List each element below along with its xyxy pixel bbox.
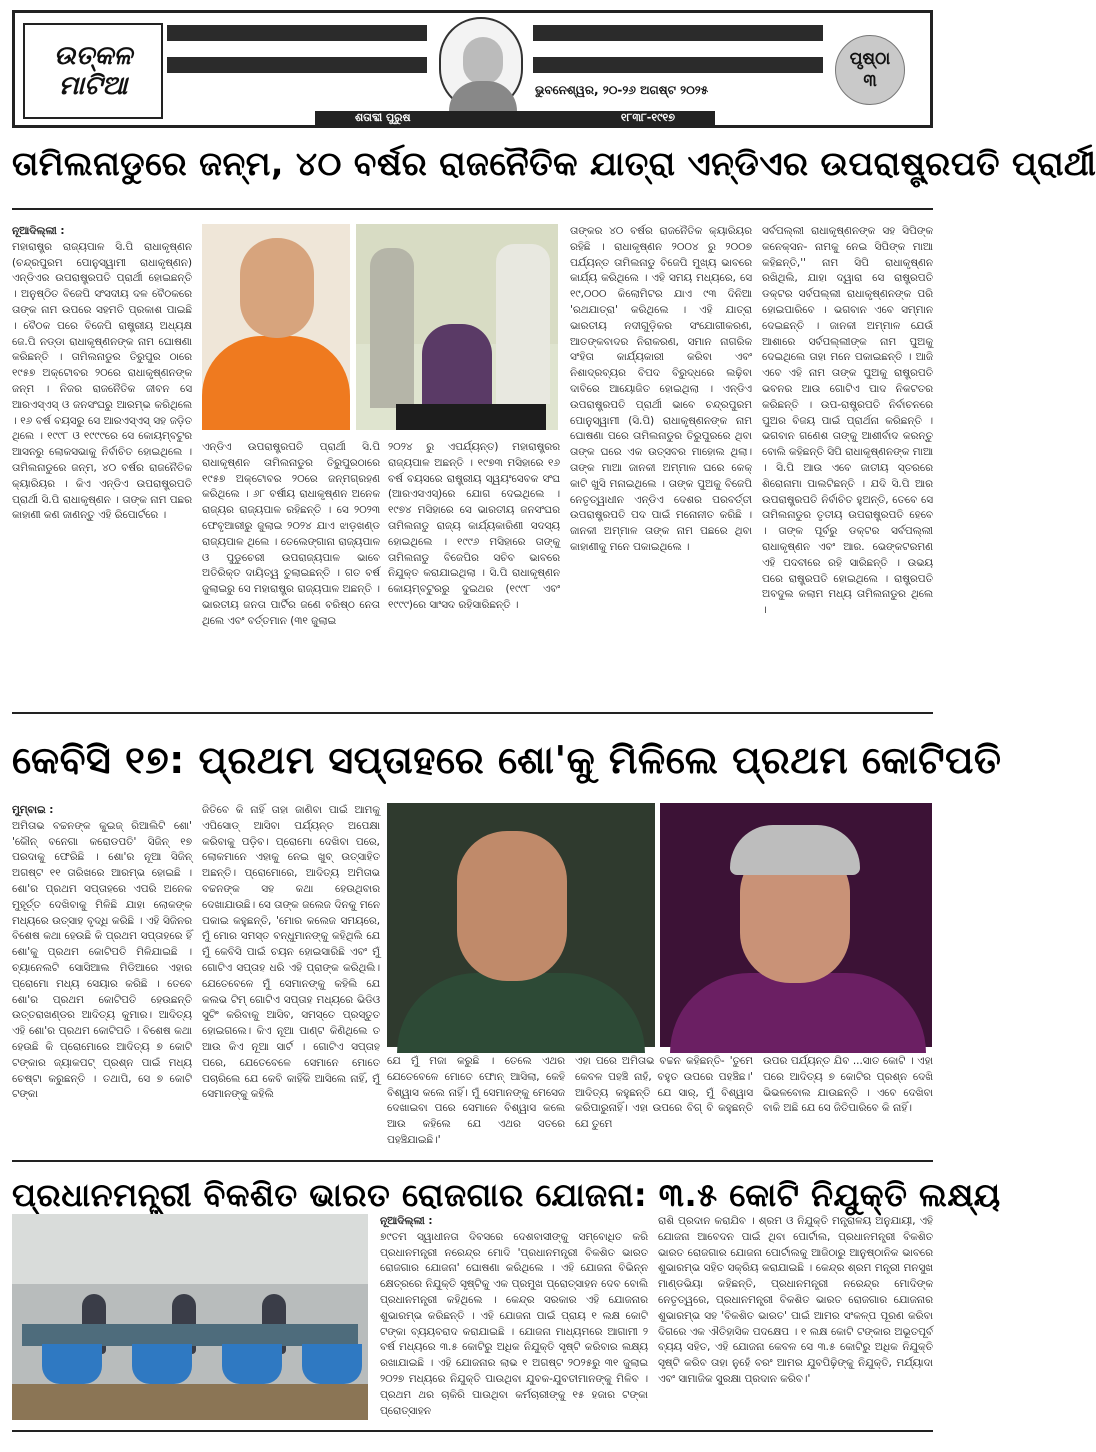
article-column: [658, 1214, 933, 1424]
masthead-band: [533, 25, 823, 41]
article-column: [575, 1054, 753, 1151]
tagline-right: ୧୮୩୮-୧୯୧୭: [620, 111, 675, 124]
article-text: ରାଶି ପ୍ରଦାନ କରାଯିବ । ଶ୍ରମ ଓ ନିଯୁକ୍ତି ମନ୍ତ୍ରାଳୟ ଅନୁଯାୟୀ, ଏହି ଯୋଜନା ଆବେଦନ ପାଇଁ ଥିବା ପୋର୍ଟାଲ, ପ୍ରଧାନମନ୍ତ୍ରୀ ବିକଶିତ ଭାରତ ରୋଜଗାର ଯୋଜନା ପୋର୍ଟାଲକୁ ଆଜିଠାରୁ ଆନୁଷ୍ଠାନିକ ଭାବରେ ଶୁଭାରମ୍ଭ ସହିତ ସକ୍ରିୟ କରାଯାଇଛି । କେନ୍ଦ୍ର ଶ୍ରମ ମନ୍ତ୍ରୀ ମନସୁଖ ମାଣ୍ଡଭିୟା କହିଛନ୍ତି, ପ୍ରଧାନମନ୍ତ୍ରୀ ନରେନ୍ଦ୍ର ମୋଦିଙ୍କ ନେତୃତ୍ୱରେ, ପ୍ରଧାନମନ୍ତ୍ରୀ ବିକଶିତ ଭାରତ ରୋଜଗାର ଯୋଜନାର ଶୁଭାରମ୍ଭ ସହ 'ବିକଶିତ ଭାରତ' ପାଇଁ ଆମର ସଂକଳ୍ପ ପୂରଣ କରିବା ଦିଗରେ ଏକ ଐତିହାସିକ ପଦକ୍ଷେପ । ୧ ଲକ୍ଷ କୋଟି ଟଙ୍କାର ଅଭୂତପୂର୍ବ ବ୍ୟୟ ସହିତ, ଏହି ଯୋଜନା କେବଳ ସେ ୩.୫ କୋଟିରୁ ଅଧିକ ନିଯୁକ୍ତି ସୃଷ୍ଟି କରିବ ତାହା ନୁହେଁ ବରଂ ଆମର ଯୁବପିଢ଼ିଙ୍କୁ ନିଯୁକ୍ତି, ମର୍ଯ୍ୟାଦା ଏବଂ ସାମାଜିକ ସୁରକ୍ଷା ପ୍ରଦାନ କରିବ।': [658, 1215, 933, 1385]
article-column: [12, 803, 192, 1151]
masthead: [12, 10, 933, 128]
article-text: ମହାରାଷ୍ଟ୍ର ରାଜ୍ୟପାଳ ସି.ପି ରାଧାକୃଷ୍ଣନ (ଚନ୍ଦ୍ରପୁରମ ପୋନୁସ୍ୱାମୀ ରାଧାକୃଷ୍ଣନ) ଏନ୍‌ଡିଏର ଉପରାଷ୍ଟ୍ରପତି ପ୍ରାର୍ଥୀ ହୋଇଛନ୍ତି । ଅନୁଷ୍ଠିତ ବିଜେପି ସଂସଦୀୟ ଦଳ ବୈଠକରେ ତାଙ୍କ ନାମ ଉପରେ ସହମତି ପ୍ରକାଶ ପାଇଛି । ବୈଠକ ପରେ ବିଜେପି ରାଷ୍ଟ୍ରୀୟ ଅଧ୍ୟକ୍ଷ ଜେ.ପି ନଡ୍ଡା ରାଧାକୃଷ୍ଣନଙ୍କ ନାମ ଘୋଷଣା କରିଛନ୍ତି । ତାମିଲନାଡୁର ତିରୁପୁର ଠାରେ ୧୯୫୭ ଅକ୍ଟୋବର ୨୦ରେ ରାଧାକୃଷ୍ଣନଙ୍କ ଜନ୍ମ । ନିଜର ରାଜନୈତିକ ଜୀବନ ସେ ଆରଏସ୍‌ଏସ୍ ଓ ଜନସଂଘରୁ ଆରମ୍ଭ କରିଥିଲେ । ୧୬ ବର୍ଷ ବୟସରୁ ସେ ଆରଏସ୍‌ଏସ୍ ସହ ଜଡ଼ିତ ଥିଲେ । ୧୯୯୮ ଓ ୧୯୯୯ରେ ସେ କୋୟମ୍ବଟୁର ଆସନରୁ ଲୋକସଭାକୁ ନିର୍ବାଚିତ ହୋଇଥିଲେ । ତାମିଲନାଡୁରେ ଜନ୍ମ, ୪୦ ବର୍ଷର ରାଜନୈତିକ କ୍ୟାରିୟର । କିଏ ଏନ୍‌ଡିଏ ଉପରାଷ୍ଟ୍ରପତି ପ୍ରାର୍ଥୀ ସି.ପି ରାଧାକୃଷ୍ଣନ । ତାଙ୍କ ନାମ ପଛର କାହାଣୀ କଣ ଜାଣନ୍ତୁ ଏହି ରିପୋର୍ଟରେ ।: [12, 240, 192, 522]
headline-vice-president: ତାମିଲନାଡୁରେ ଜନ୍ମ, ୪୦ ବର୍ଷର ରାଜନୈତିକ ଯାତ୍ରା ଏନ୍‌ଡିଏର ଉପରାଷ୍ଟ୍ରପତି ପ୍ରାର୍ଥୀ: [12, 144, 1096, 183]
tagline-left: ଶତାବ୍ଦୀ ପୁରୁଷ: [355, 111, 411, 124]
article-text: ଏହା ପରେ ଅମିତାଭ ବଚ୍ଚନ କହିଛନ୍ତି- 'ତୁମେ କେବଳ ପହଞ୍ଚି ନାହଁ, ବହୁତ ଉପରେ ପହଞ୍ଚିଛ।' ଆଦିତ୍ୟ କହୁଛନ୍ତି ଯେ ସାର୍, ମୁଁ ବିଶ୍ୱାସ କରିପାରୁନାହିଁ। ଏହା ଉପରେ ବିଗ୍ ବି କହୁଛନ୍ତି ଯେ ତୁମେ: [575, 1055, 753, 1131]
article-column: [12, 224, 192, 692]
century-banner: [315, 111, 715, 125]
article-text: ୨୦୨୪ ରୁ ଏପର୍ଯ୍ୟନ୍ତ) ମହାରାଷ୍ଟ୍ରର ରାଜ୍ୟପାଳ ଅଛନ୍ତି । ୧୯୭୩ ମସିହାରେ ୧୬ ବର୍ଷ ବୟସରେ ରାଷ୍ଟ୍ରୀୟ ସ୍ୱୟଂସେବକ ସଂଘ (ଆରଏସଏସ୍)ରେ ଯୋଗ ଦେଇଥିଲେ । ୧୯୭୪ ମସିହାରେ ସେ ଭାରତୀୟ ଜନସଂଘର ତାମିଲନାଡୁ ରାଜ୍ୟ କାର୍ଯ୍ୟକାରିଣୀ ସଦସ୍ୟ ହୋଇଥିଲେ । ୧୯୯୬ ମସିହାରେ ତାଙ୍କୁ ତାମିଲନାଡୁ ବିଜେପିର ସଚିବ ଭାବରେ ନିଯୁକ୍ତ କରାଯାଇଥିଲା । ସି.ପି ରାଧାକୃଷ୍ଣନ କୋୟମ୍ବଟୁରରୁ ଦୁଇଥର (୧୯୯୮ ଏବଂ ୧୯୯୯)ରେ ସାଂସଦ ରହିସାରିଛନ୍ତି ।: [388, 441, 560, 611]
article-text: ଅମିତାଭ ବଚ୍ଚନଙ୍କ କୁଇଜ୍ ରିଆଲିଟି ଶୋ' 'କୌନ୍ ବନେଗା କରୋଡପତି' ସିଜିନ୍ ୧୭ ପରଦାକୁ ଫେରିଛି । ଶୋ'ର ନୂଆ ସିଜିନ୍ ଅଗଷ୍ଟ ୧୧ ତାରିଖରେ ଆରମ୍ଭ ହୋଇଛି । ଶୋ'ର ପ୍ରଥମ ସପ୍ତାହରେ ଏପରି ଅନେକ ମୁହୂର୍ତ୍ତ ଦେଖିବାକୁ ମିଳିଛି ଯାହା ଲୋକଙ୍କ ମଧ୍ୟରେ ଉତ୍ସାହ ବୃଦ୍ଧି କରିଛି । ଏହି ସିଜିନର ବିଶେଷ କଥା ହେଉଛି କି ପ୍ରଥମ ସପ୍ତାହରେ ହିଁ ଶୋ'କୁ ପ୍ରଥମ କୋଟିପତି ମିଳିଯାଇଛି । ଚ୍ୟାନେଲଟି ସୋସିଆଲ ମିଡିଆରେ ଏହାର ପ୍ରୋମୋ ମଧ୍ୟ ସେୟାର କରିଛି । ତେବେ ଶୋ'ର ପ୍ରଥମ କୋଟିପତି ହେଉଛନ୍ତି ଉତ୍ତରାଖଣ୍ଡର ଆଦିତ୍ୟ କୁମାର। ଆଦିତ୍ୟ ଏହି ଶୋ'ର ପ୍ରଥମ କୋଟିପତି । ବିଶେଷ କଥା ହେଉଛି କି ପ୍ରୋମୋରେ ଆଦିତ୍ୟ ୭ କୋଟି ଟଙ୍କାର ଜ୍ୟାକପଟ୍ ପ୍ରଶ୍ନ ପାଇଁ ମଧ୍ୟ ଚେଷ୍ଟା କରୁଛନ୍ତି । ତଥାପି, ସେ ୭ କୋଟି ଟଙ୍କା: [12, 819, 192, 1101]
photo-mother-press: [356, 224, 558, 430]
article-column: [388, 440, 560, 692]
photo-factory-workers: [12, 1214, 368, 1420]
founder-portrait: [439, 17, 523, 111]
newspaper-page: [12, 10, 1096, 1442]
headline-kbc: କେବିସି ୧୭: ପ୍ରଥମ ସପ୍ତାହରେ ଶୋ'କୁ ମିଳିଲେ ପ୍ରଥମ କୋଟିପତି: [12, 738, 1002, 782]
masthead-band: [533, 57, 823, 73]
masthead-band: [167, 57, 427, 73]
article-column: [202, 803, 380, 1151]
divider: [12, 712, 933, 714]
article-column: [570, 224, 752, 692]
byline: ମୁମ୍ବାଇ :: [12, 804, 54, 816]
article-text: ଯେ ମୁଁ ମଜା କରୁଛି । ତେଲେ ଏଥର ଯେତେବେଳେ ମୋତେ ଫୋନ୍ ଆସିଲା, କେହି ବିଶ୍ୱାସ କଲେ ନାହିଁ। ମୁଁ ସେମାନଙ୍କୁ ମେସେଜ ଦେଖାଇବା ପରେ ସେମାନେ ବିଶ୍ୱାସ କଲେ ଆଉ କହିଲେ ଯେ ଏଥର ସତରେ ପହଞ୍ଚିଯାଇଛି।': [387, 1055, 565, 1146]
page-label: ପୃଷ୍ଠା: [849, 49, 891, 69]
dateline: ଭୁବନେଶ୍ୱର, ୨୦-୨୬ ଅଗଷ୍ଟ ୨୦୨୫: [535, 83, 709, 97]
article-column: [202, 440, 380, 692]
article-text: ଜିତିବେ କି ନାହିଁ ତାହା ଜାଣିବା ପାଇଁ ଆମକୁ ଏପିସୋଡ୍ ଆସିବା ପର୍ଯ୍ୟନ୍ତ ଅପେକ୍ଷା କରିବାକୁ ପଡ଼ିବ। ପ୍ରୋମୋ ଦେଖିବା ପରେ, ଲୋକମାନେ ଏହାକୁ ନେଇ ଖୁବ୍ ଉତ୍ସାହିତ ଅଛନ୍ତି। ପ୍ରୋମୋରେ, ଆଦିତ୍ୟ ଅମିତାଭ ବଚ୍ଚନଙ୍କ ସହ କଥା ହେଉଥିବାର ଦେଖାଯାଉଛି। ସେ ତାଙ୍କ ଜଲେଜ ଦିନକୁ ମନେ ପକାଇ କହୁଛନ୍ତି, 'ମୋର କଲେଜ ସମୟରେ, ମୁଁ ମୋର ସମସ୍ତ ବନ୍ଧୁମାନଙ୍କୁ କହିଥିଲି ଯେ ମୁଁ କେବିସି ପାଇଁ ଚୟନ ହୋଇସାରିଛି ଏବଂ ମୁଁ ଗୋଟିଏ ସପ୍ତାହ ଧରି ଏହି ପ୍ରାଙ୍କ କରିଥିଲି। ଯେତେବେଳେ ମୁଁ ସେମାନଙ୍କୁ କହିଲି ଯେ କଲଭ ଟିମ୍ ଗୋଟିଏ ସପ୍ତାହ ମଧ୍ୟରେ ଭିଡିଓ ସୁଟିଂ କରିବାକୁ ଆସିବ, ସମସ୍ତେ ପ୍ରସ୍ତୁତ ହୋଇଗଲେ। କିଏ ନୂଆ ପାଣ୍ଟ କିଣିଥିଲେ ତ ଆଉ କିଏ ନୂଆ ସାର୍ଟ । ଗୋଟିଏ ସପ୍ତାହ ପରେ, ଯେତେବେଳେ ସେମାନେ ମୋତେ ପଚାରିଲେ ଯେ କେବି କାହିଁକି ଆସିଲେ ନାହିଁ, ମୁଁ ସେମାନଙ୍କୁ କହିଲି: [202, 804, 380, 1101]
divider: [12, 208, 933, 210]
page-number-badge: [835, 35, 905, 105]
article-text: ସର୍ବପଲ୍ଲୀ ରାଧାକୃଷ୍ଣନଙ୍କ ସହ ସିପିଙ୍କ କନେକ୍ସନ- ନାମକୁ ନେଇ ସିପିଙ୍କ ମାଆ କହିଛନ୍ତି,'' ନାମ ସିପି ରାଧାକୃଷ୍ଣନ ରଖିଥିଲି, ଯାହା ଦ୍ୱାରା ସେ ରାଷ୍ଟ୍ରପତି ଡକ୍ଟର ସର୍ବପଲ୍ଲୀ ରାଧାକୃଷ୍ଣନଙ୍କ ପରି ହୋଇପାରିବେ । ଭଗବାନ ଏବେ ସମ୍ମାନ ଦେଇଛନ୍ତି । ଜାନକୀ ଅମ୍ମାଳ ଯେଉଁ ଆଶାରେ ସର୍ବପଲ୍ଲୀଙ୍କ ନାମ ପୁଅକୁ ଦେଇଥିଲେ ତାହା ମନେ ପକାଇଛନ୍ତି । ଆଜି ଏବେ ଏହି ନାମ ତାଙ୍କ ପୁଅକୁ ରାଷ୍ଟ୍ରପତି ଭବନର ଆଉ ଗୋଟିଏ ପାଦ ନିକଟତର କରିଛନ୍ତି । ଉପ-ରାଷ୍ଟ୍ରପତି ନିର୍ବାଚନରେ ପୁଅର ବିଜୟ ପାଇଁ ପ୍ରାର୍ଥନା କରିଛନ୍ତି । ଭଗବାନ ଗଣେଶ ତାଙ୍କୁ ଆଶୀର୍ବାଦ କରନ୍ତୁ ବୋଲି କହିଛନ୍ତି ସିପି ରାଧାକୃଷ୍ଣନଙ୍କ ମାଆ । ସି.ପି ଆଉ ଏବେ ଜାତୀୟ ସ୍ତରରେ ଶିରୋନାମା ପାଲଟିଛନ୍ତି । ଯଦି ସି.ପି ଆର ଉପରାଷ୍ଟ୍ରପତି ନିର୍ବାଚିତ ହୁଅନ୍ତି, ତେବେ ସେ ତାମିଲନାଡୁର ତୃତୀୟ ଉପରାଷ୍ଟ୍ରପତି ହେବେ । ତାଙ୍କ ପୂର୍ବରୁ ଡକ୍ଟର ସର୍ବପଲ୍ଲୀ ରାଧାକୃଷ୍ଣନ ଏବଂ ଆର. ଭେଙ୍କଟରମଣ ଏହି ପଦବୀରେ ରହି ସାରିଛନ୍ତି । ଉଭୟ ପରେ ରାଷ୍ଟ୍ରପତି ହୋଇଥିଲେ । ରାଷ୍ଟ୍ରପତି ଅବଦୁଲ କଲାମ ମଧ୍ୟ ତାମିଲନାଡୁର ଥିଲେ ।: [762, 225, 933, 617]
photo-radhakrishnan: [202, 224, 350, 430]
page-number: ୩: [863, 71, 877, 91]
article-column: [387, 1054, 565, 1151]
article-column: [763, 1054, 933, 1151]
photo-amitabh-bachchan: [660, 803, 932, 1047]
headline-employment-scheme: ପ୍ରଧାନମନ୍ତ୍ରୀ ବିକଶିତ ଭାରତ ରୋଜଗାର ଯୋଜନା: ୩.୫ କୋଟି ନିଯୁକ୍ତି ଲକ୍ଷ୍ୟ: [12, 1176, 1001, 1214]
byline: ନୂଆଦିଲ୍ଲୀ :: [380, 1215, 433, 1227]
article-text: ଏନ୍‌ଡିଏ ଉପରାଷ୍ଟ୍ରପତି ପ୍ରାର୍ଥୀ ସି.ପି ରାଧାକୃଷ୍ଣନ ତାମିଲନାଡୁର ତିରୁପୁରଠାରେ ୧୯୫୭ ଅକ୍ଟୋବର ୨୦ରେ ଜନ୍ମଗ୍ରହଣ କରିଥିଲେ । ୬୮ ବର୍ଷୀୟ ରାଧାକୃଷ୍ଣନ ଅନେକ ରାଜ୍ୟର ରାଜ୍ୟପାଳ ରହିଛନ୍ତି । ସେ ୨୦୨୩ ଫେବୃଆରୀରୁ ଜୁଲାଇ ୨୦୨୪ ଯାଏ ଝାଡ଼ଖଣ୍ଡ ରାଜ୍ୟପାଳ ଥିଲେ । ତେଲେଙ୍ଗାନା ରାଜ୍ୟପାଳ ଓ ପୁଡୁଚେରୀ ଉପରାଜ୍ୟପାଳ ଭାବେ ଅତିରିକ୍ତ ଦାୟିତ୍ୱ ତୁଲାଇଛନ୍ତି । ଗତ ବର୍ଷ ଜୁଲାଇରୁ ସେ ମହାରାଷ୍ଟ୍ର ରାଜ୍ୟପାଳ ଅଛନ୍ତି । ଭାରତୀୟ ଜନତା ପାର୍ଟିର ଜଣେ ବରିଷ୍ଠ ନେତା ଥିଲେ ଏବଂ ବର୍ତ୍ତମାନ (୩୧ ଜୁଲାଇ: [202, 441, 380, 627]
article-text: ଉପର ପର୍ଯ୍ୟନ୍ତ ଯିବ ...ସାତ କୋଟି । ଏହା ପରେ ଆଦିତ୍ୟ ୭ କୋଟିର ପ୍ରଶ୍ନ ଦେଖି ଭିଭଳବୋଲ ଯାଉଛନ୍ତି । ଏବେ ଦେଖିବା ବାକି ଅଛି ଯେ ସେ ଜିତିପାରିବେ କି ନାହିଁ।: [763, 1055, 933, 1115]
article-column: [380, 1214, 648, 1424]
newspaper-logo: ଉତ୍କଳ ମାଟିଆ: [23, 23, 163, 119]
photo-aditya-kumar: [387, 803, 655, 1047]
masthead-band: [167, 25, 427, 41]
byline: ନୂଆଦିଲ୍ଲୀ :: [12, 225, 65, 237]
divider: [12, 1160, 933, 1162]
divider: [12, 1430, 933, 1432]
article-text: ତାଙ୍କର ୪୦ ବର୍ଷର ରାଜନୈତିକ କ୍ୟାରିୟର ରହିଛି । ରାଧାକୃଷ୍ଣନ ୨୦୦୪ ରୁ ୨୦୦୭ ପର୍ଯ୍ୟନ୍ତ ତାମିଲନାଡୁ ବିଜେପି ମୁଖ୍ୟ ଭାବରେ କାର୍ଯ୍ୟ କରିଥିଲେ । ଏହି ସମୟ ମଧ୍ୟରେ, ସେ ୧୯,୦୦୦ କିଲୋମିଟର ଯାଏ ୯୩ ଦିନିଆ 'ରଥଯାତ୍ରା' କରିଥିଲେ । ଏହି ଯାତ୍ରା ଭାରତୀୟ ନଦୀଗୁଡ଼ିକର ସଂଯୋଗୀକରଣ, ଆତଙ୍କବାଦର ନିରାକରଣ, ସମାନ ନାଗରିକ ସଂହିତା କାର୍ଯ୍ୟକାରୀ କରିବା ଏବଂ ନିଶାଦ୍ରବ୍ୟର ବିପଦ ବିରୁଦ୍ଧରେ ଲଢ଼ିବା ଦାବିରେ ଆୟୋଜିତ ହୋଇଥିଲା । ଏନ୍‌ଡିଏ ଉପରାଷ୍ଟ୍ରପତି ପ୍ରାର୍ଥୀ ଭାବେ ଚନ୍ଦ୍ରପୁରମ ପୋନୁସ୍ୱାମୀ (ସି.ପି) ରାଧାକୃଷ୍ଣନଙ୍କ ନାମ ଘୋଷଣା ପରେ ତାମିଲନାଡୁର ତିରୁପୁରରେ ଥିବା ତାଙ୍କ ଘରେ ଏକ ଉତ୍ସବର ମାହୋଲ ଥିଲା। ତାଙ୍କ ମାଆ ଜାନକୀ ଅମ୍ମାଳ ଘରେ କେକ୍ କାଟି ଖୁସି ମନାଇଥିଲେ । ତାଙ୍କ ପୁଅକୁ ବିଜେପି ନେତୃତ୍ୱାଧୀନ ଏନ୍‌ଡିଏ ଦେଶର ପରବର୍ତ୍ତୀ ଉପରାଷ୍ଟ୍ରପତି ପଦ ପାଇଁ ମନୋନୀତ କରିଛି । ଜାନକୀ ଅମ୍ମାଳ ତାଙ୍କ ନାମ ପଛରେ ଥିବା କାହାଣୀକୁ ମନେ ପକାଇଥିଲେ ।: [570, 225, 752, 553]
article-column: [762, 224, 933, 692]
article-text: ୭୯ତମ ସ୍ୱାଧୀନତା ଦିବସରେ ଦେଶବାସୀଙ୍କୁ ସମ୍ବୋଧିତ କରି ପ୍ରଧାନମନ୍ତ୍ରୀ ନରେନ୍ଦ୍ର ମୋଦି 'ପ୍ରଧାନମନ୍ତ୍ରୀ ବିକଶିତ ଭାରତ ରୋଜଗାର ଯୋଜନା' ଘୋଷଣା କରିଥିଲେ । ଏହି ଯୋଜନା ବିଭିନ୍ନ କ୍ଷେତ୍ରରେ ନିଯୁକ୍ତି ସୃଷ୍ଟିକୁ ଏକ ପ୍ରମୁଖ ପ୍ରୋତ୍ସାହନ ଦେବ ବୋଲି ପ୍ରଧାନମନ୍ତ୍ରୀ କହିଥିଲେ । କେନ୍ଦ୍ର ସରକାର ଏହି ଯୋଜନାର ଶୁଭାରମ୍ଭ କରିଛନ୍ତି । ଏହି ଯୋଜନା ପାଇଁ ପ୍ରାୟ ୧ ଲକ୍ଷ କୋଟି ଟଙ୍କା ବ୍ୟୟବରାଦ କରାଯାଇଛି । ଯୋଜନା ମାଧ୍ୟମରେ ଆଗାମୀ ୨ ବର୍ଷ ମଧ୍ୟରେ ୩.୫ କୋଟିରୁ ଅଧିକ ନିଯୁକ୍ତି ସୃଷ୍ଟି କରିବାର ଲକ୍ଷ୍ୟ ରଖାଯାଇଛି । ଏହି ଯୋଜନାର ଲାଭ ୧ ଅଗଷ୍ଟ ୨୦୨୫ରୁ ୩୧ ଜୁଲାଇ ୨୦୨୭ ମଧ୍ୟରେ ନିଯୁକ୍ତି ପାଉଥିବା ଯୁବକ-ଯୁବତୀମାନଙ୍କୁ ମିଳିବ । ପ୍ରଥମ ଥର ଚାକିରି ପାଉଥିବା କର୍ମଚାରୀଙ୍କୁ ୧୫ ହଜାର ଟଙ୍କା ପ୍ରୋତ୍ସାହନ: [380, 1230, 648, 1417]
